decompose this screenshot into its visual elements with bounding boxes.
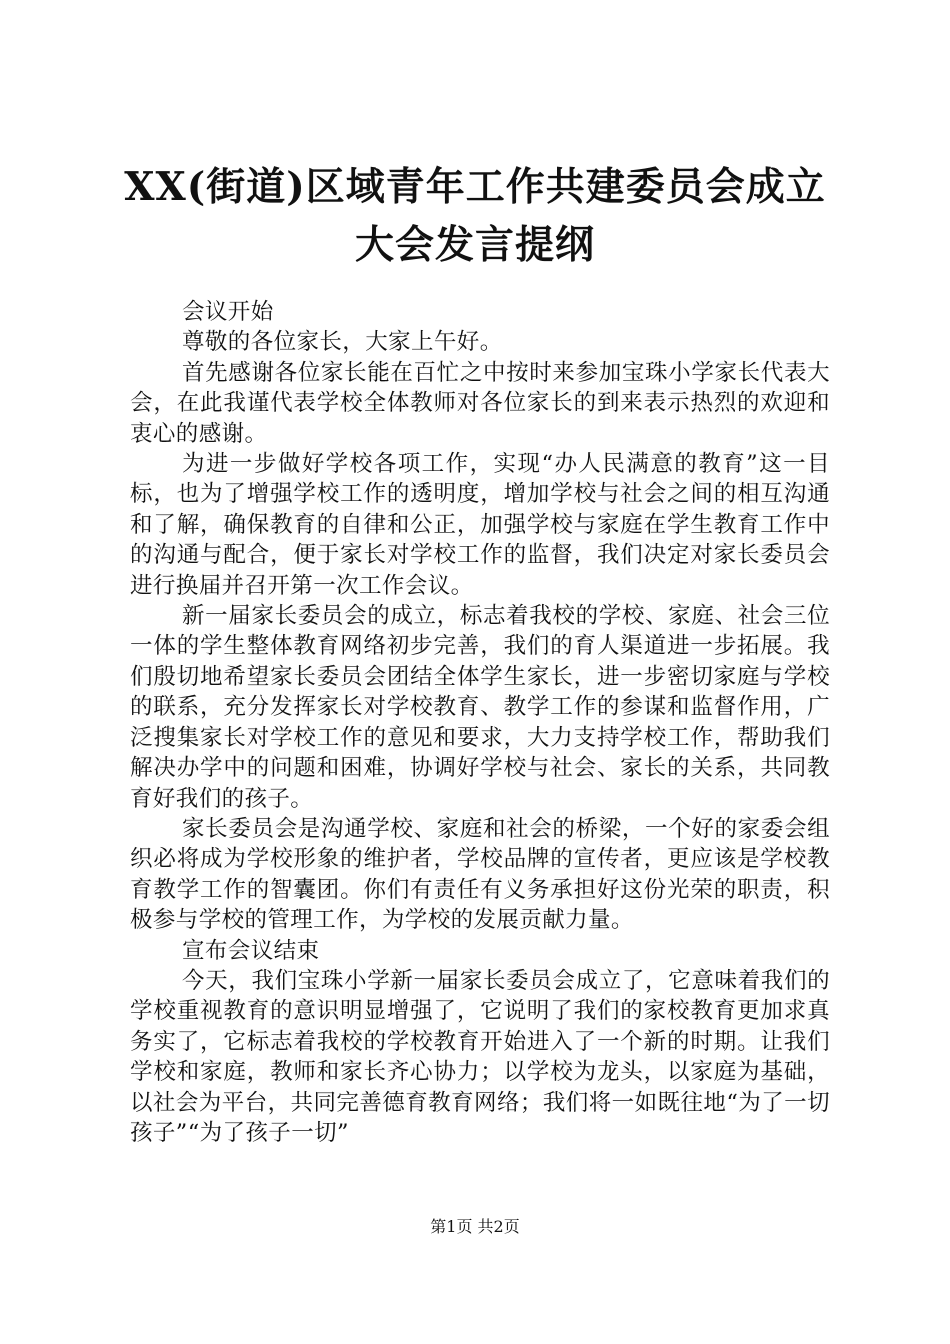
paragraph-thanks: 首先感谢各位家长能在百忙之中按时来参加宝珠小学家长代表大会，在此我谨代表学校全体教师对各位家长的到来表示热烈的欢迎和衷心的感谢。 xyxy=(130,359,830,447)
page-footer: 第1页 共2页 xyxy=(430,1217,520,1236)
document-body xyxy=(130,297,830,1148)
paragraph-closing: 今天，我们宝珠小学新一届家长委员会成立了，它意味着我们的学校重视教育的意识明显增强了，它说明了我们的家校教育更加求真务实了，它标志着我校的学校教育开始进入了一个新的时期。让我们学校和家庭，教师和家长齐心协力；以学校为龙头，以家庭为基础，以社会为平台，共同完善德育教育网络；我们将一如既往地“为了一切孩子”“为了孩子一切” xyxy=(130,967,830,1146)
paragraph-greeting: 尊敬的各位家长，大家上午好。 xyxy=(182,329,503,356)
paragraph-committee-significance: 新一届家长委员会的成立，标志着我校的学校、家庭、社会三位一体的学生整体教育网络初步完善，我们的育人渠道进一步拓展。我们殷切地希望家长委员会团结全体学生家长，进一步密切家庭与学校的联系，充分发挥家长对学校教育、教学工作的参谋和监督作用，广泛搜集家长对学校工作的意见和要求，大力支持学校工作，帮助我们解决办学中的问题和困难，协调好学校与社会、家长的关系，共同教育好我们的孩子。 xyxy=(130,603,830,812)
document-title: XX(街道)区域青年工作共建委员会成立大会发言提纲 xyxy=(124,164,826,268)
paragraph-committee-role: 家长委员会是沟通学校、家庭和社会的桥梁，一个好的家委会组织必将成为学校形象的维护者，学校品牌的宣传者，更应该是学校教育教学工作的智囊团。你们有责任有义务承担好这份光荣的职责，积极参与学校的管理工作，为学校的发展贡献力量。 xyxy=(130,815,830,934)
paragraph-meeting-start: 会议开始 xyxy=(182,299,274,325)
paragraph-meeting-end: 宣布会议结束 xyxy=(182,937,320,964)
paragraph-purpose: 为进一步做好学校各项工作，实现“办人民满意的教育”这一目标，也为了增强学校工作的透明度，增加学校与社会之间的相互沟通和了解，确保教育的自律和公正，加强学校与家庭在学生教育工作中的沟通与配合，便于家长对学校工作的监督，我们决定对家长委员会进行换届并召开第一次工作会议。 xyxy=(130,451,830,599)
